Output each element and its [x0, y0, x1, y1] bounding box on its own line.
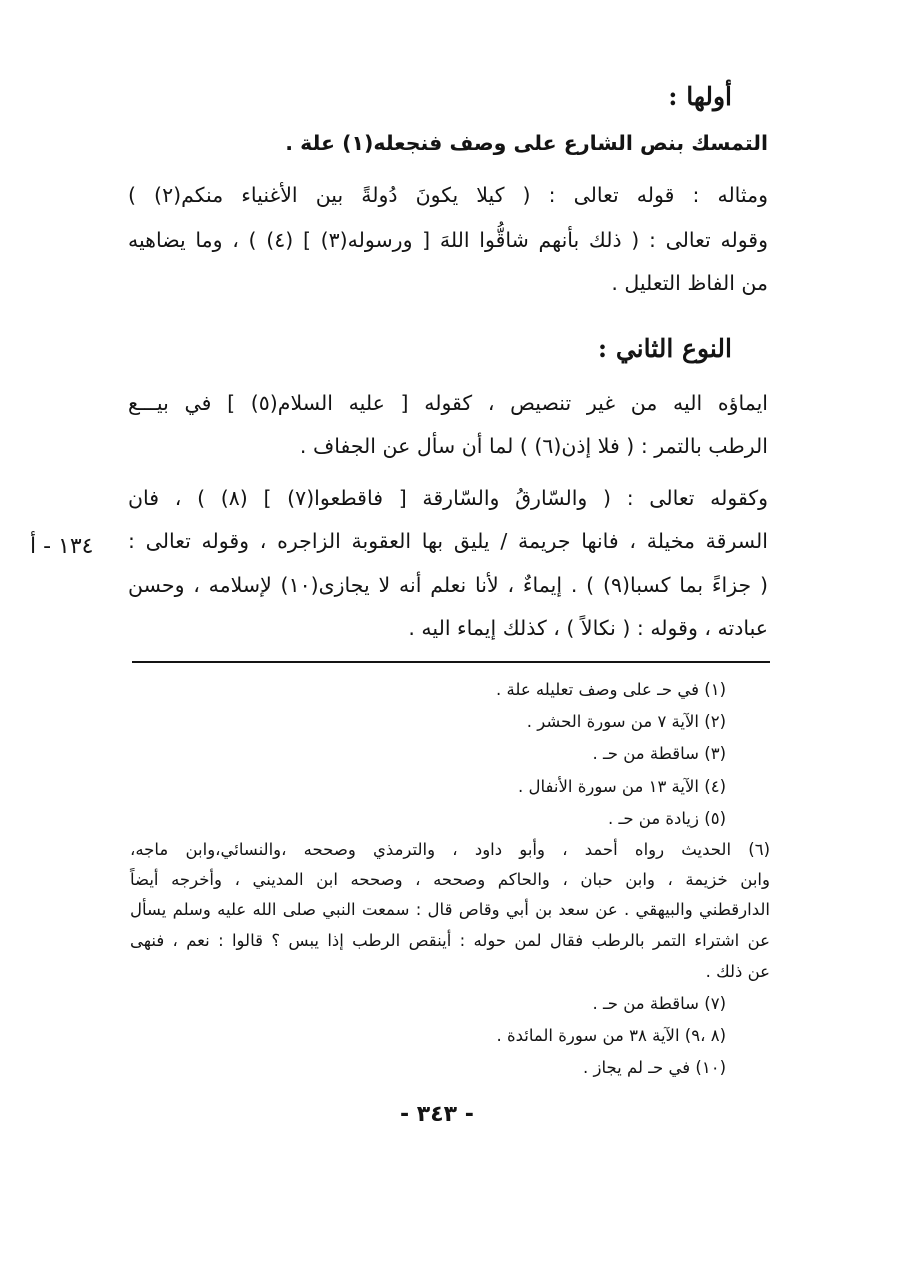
footnote-item: (٥) زيادة من حـ .: [608, 809, 726, 828]
footnote-continuation: الدارقطني والبيهقي . عن سعد بن أبي وقاص قال : سمعت النبي صلى الله عليه وسلم يسأل: [130, 900, 770, 919]
footnote-continuation: وابن خزيمة ، وابن حبان ، والحاكم وصححه ، وصححه ابن المديني ، وأخرجه أيضاً: [130, 870, 770, 889]
body-line: ايماؤه اليه من غير تنصيص ، كقوله [ عليه السلام(٥) ] في بيـــع: [128, 391, 768, 415]
footnote-item: (٣) ساقطة من حـ .: [592, 744, 726, 763]
footnote-item: (٦) الحديث رواه أحمد ، وأبو داود ، والترمذي وصححه ،والنسائي،وابن ماجه،: [130, 840, 770, 859]
footnote-item: (٤) الآية ١٣ من سورة الأنفال .: [518, 777, 726, 796]
body-line: وكقوله تعالى : ( والسّارقُ والسّارقة [ فاقطعوا(٧) ] (٨) ) ، فان: [128, 486, 769, 510]
footnote-item: (١) في حـ على وصف تعليله علة .: [496, 680, 726, 699]
body-line: ومثاله : قوله تعالى : ( كيلا يكونَ دُولةً بين الأغنياء منكم(٢) ): [128, 183, 768, 207]
footnote-item: (٨ ،٩) الآية ٣٨ من سورة المائدة .: [496, 1026, 726, 1045]
section-heading-second: النوع الثاني :: [597, 334, 732, 363]
body-line: وقوله تعالى : ( ذلك بأنهم شاقُّوا اللهَ [ ورسوله(٣) ] (٤) ) ، وما يضاهيه: [128, 228, 768, 252]
footnote-continuation: عن ذلك .: [705, 962, 770, 981]
body-line: التمسك بنص الشارع على وصف فنجعله(١) علة .: [285, 131, 768, 155]
footnote-continuation: عن اشتراء التمر بالرطب فقال لمن حوله : أينقص الرطب إذا يبس ؟ قالوا : نعم ، فنهى: [130, 931, 770, 950]
body-line: السرقة مخيلة ، فانها جريمة / يليق بها العقوبة الزاجره ، وقوله تعالى :: [128, 529, 768, 553]
footnote-item: (١٠) في حـ لم يجاز .: [583, 1058, 726, 1077]
body-line: ( جزاءً بما كسبا(٩) ) . إيماءٌ ، لأنا نعلم أنه لا يجازى(١٠) لإسلامه ، وحسن: [128, 573, 768, 597]
footnote-item: (٢) الآية ٧ من سورة الحشر .: [526, 712, 726, 731]
body-line: الرطب بالتمر : ( فلا إذن(٦) ) لما أن سأل عن الجفاف .: [299, 434, 768, 458]
body-line: عبادته ، وقوله : ( نكالاً ) ، كذلك إيماء اليه .: [408, 616, 768, 640]
body-line: من الفاظ التعليل .: [611, 271, 768, 295]
margin-folio-note: ١٣٤ - أ: [30, 534, 94, 559]
page-number: - ٣٤٣ -: [400, 1102, 474, 1127]
footnote-item: (٧) ساقطة من حـ .: [592, 994, 726, 1013]
section-heading-first: أولها :: [668, 82, 732, 111]
footnote-separator: [132, 661, 770, 663]
